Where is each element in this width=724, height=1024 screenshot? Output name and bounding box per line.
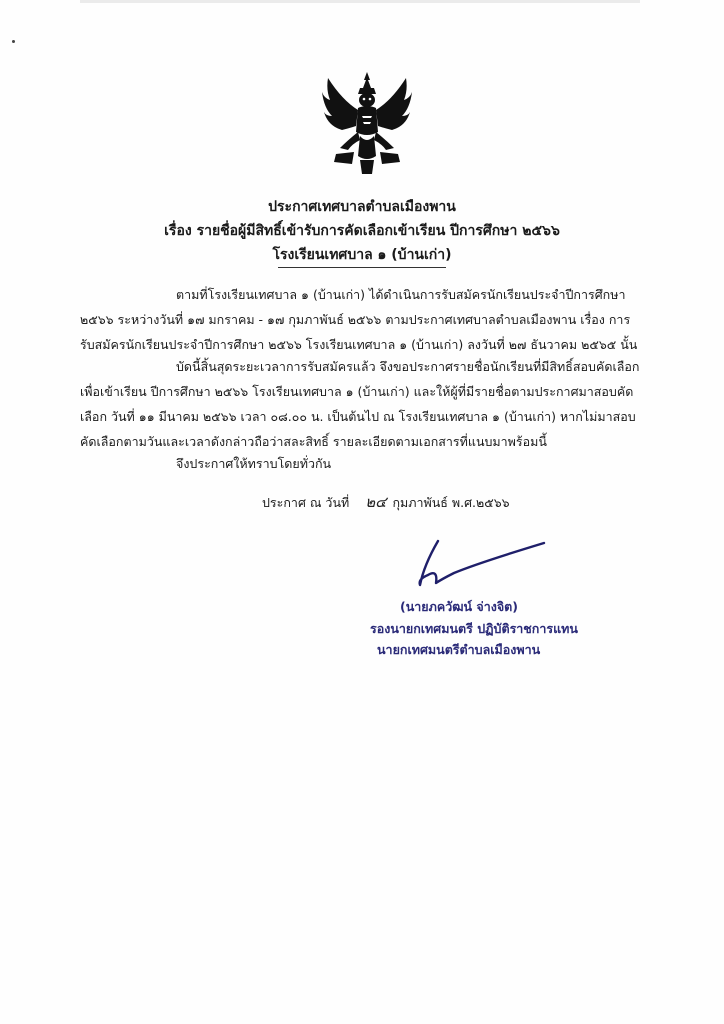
signer-organization: นายกเทศมนตรีตำบลเมืองพาน [377, 642, 541, 657]
body-paragraph-1: ตามที่โรงเรียนเทศบาล ๑ (บ้านเก่า) ได้ดำเนินการรับสมัครนักเรียนประจำปีการศึกษา ๒๕๖๖ ระหว่างวันที่ ๑๗ มกราคม - ๑๗ กุมภาพันธ์ ๒๕๖๖ ตามประกาศเทศบาลตำบลเมืองพาน เรื่อง การรับสมัครนักเรียนประจำปีการศึกษา ๒๕๖๖ โรงเรียนเทศบาล ๑ (บ้านเก่า) ลงวันที่ ๒๗ ธันวาคม ๒๕๖๕ นั้น [80, 287, 638, 352]
handwritten-signature-icon [398, 535, 546, 590]
announcement-school: โรงเรียนเทศบาล ๑ (บ้านเก่า) [272, 247, 452, 263]
signer-position: รองนายกเทศมนตรี ปฏิบัติราชการแทน [370, 621, 578, 636]
date-month-year: กุมภาพันธ์ พ.ศ.๒๕๖๖ [392, 495, 510, 510]
announcement-date [262, 490, 510, 515]
signer-name: (นายภควัฒน์ จ่างจิต) [400, 599, 519, 614]
title-divider [278, 267, 446, 268]
garuda-emblem-icon [322, 70, 412, 178]
body-paragraph-closing: จึงประกาศให้ทราบโดยทั่วกัน [176, 456, 332, 471]
announcement-subject: เรื่อง รายชื่อผู้มีสิทธิ์เข้ารับการคัดเลือกเข้าเรียน ปีการศึกษา ๒๕๖๖ [164, 223, 560, 239]
body-paragraph-2: บัดนี้สิ้นสุดระยะเวลาการรับสมัครแล้ว จึงขอประกาศรายชื่อนักเรียนที่มีสิทธิ์สอบคัดเลือกเพื่อเข้าเรียน ปีการศึกษา ๒๕๖๖ โรงเรียนเทศบาล ๑ (บ้านเก่า) และให้ผู้ที่มีรายชื่อตามประกาศมาสอบคัดเลือก วันที่ ๑๑ มีนาคม ๒๕๖๖ เวลา ๐๘.๐๐ น. เป็นต้นไป ณ โรงเรียนเทศบาล ๑ (บ้านเก่า) หากไม่มาสอบคัดเลือกตามวันและเวลาดังกล่าวถือว่าสละสิทธิ์ รายละเอียดตามเอกสารที่แนบมาพร้อมนี้ [80, 359, 640, 449]
date-prefix: ประกาศ ณ วันที่ [262, 495, 350, 510]
announcement-issuer: ประกาศเทศบาลตำบลเมืองพาน [268, 199, 456, 215]
scan-dot [12, 40, 15, 43]
scan-artifact-line [80, 0, 640, 3]
date-day-handwritten: ๒๔ [365, 493, 387, 511]
